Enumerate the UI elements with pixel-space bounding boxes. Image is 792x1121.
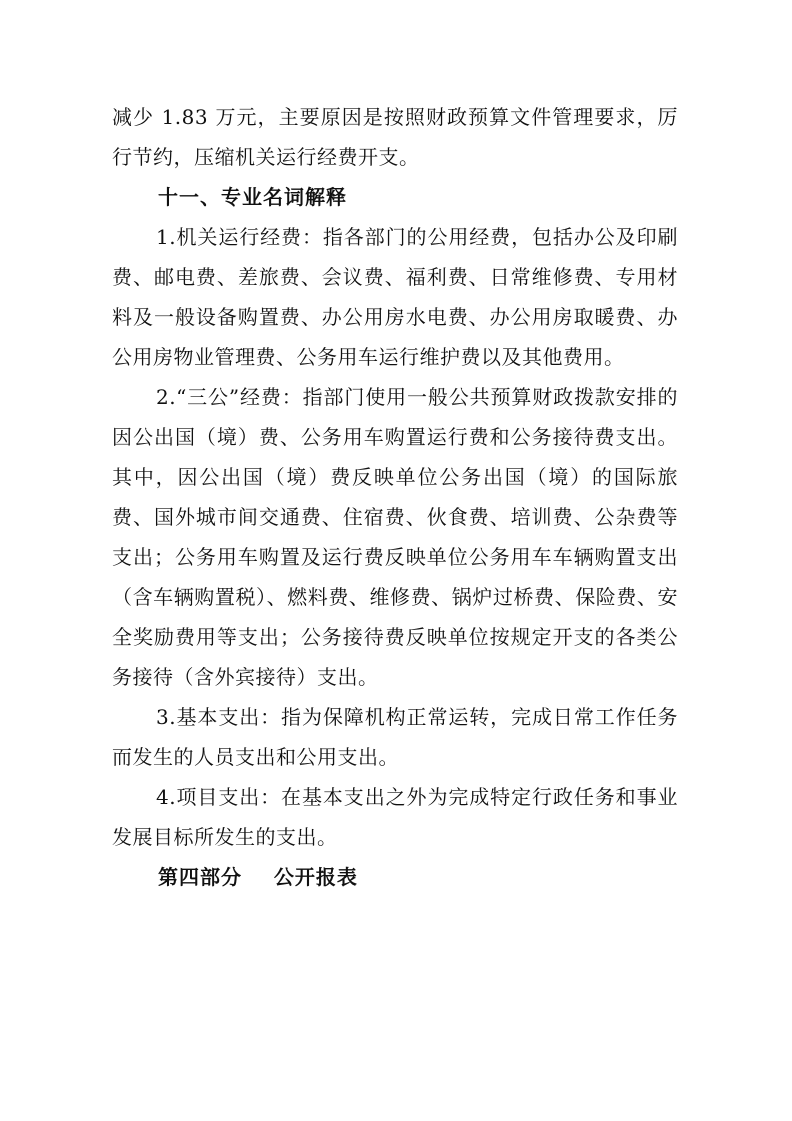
term-item-3: 3.基本支出：指为保障机构正常运转，完成日常工作任务而发生的人员支出和公用支出。 xyxy=(112,705,678,769)
part-heading: 第四部分 公开报表 xyxy=(158,865,358,889)
continuation-paragraph: 减少 1.83 万元，主要原因是按照财政预算文件管理要求，厉行节约，压缩机关运行经费开支。 xyxy=(112,105,678,169)
section-heading: 十一、专业名词解释 xyxy=(158,185,347,209)
term-item-2: 2.“三公”经费：指部门使用一般公共预算财政拨款安排的因公出国（境）费、公务用车购置运行费和公务接待费支出。其中，因公出国（境）费反映单位公务出国（境）的国际旅费、国外城市间交通费、住宿费、伙食费、培训费、公杂费等支出；公务用车购置及运行费反映单位公务用车车辆购置支出（含车辆购置税）、燃料费、维修费、锅炉过桥费、保险费、安全奖励费用等支出；公务接待费反映单位按规定开支的各类公务接待（含外宾接待）支出。 xyxy=(112,385,678,689)
term-item-1: 1.机关运行经费：指各部门的公用经费，包括办公及印刷费、邮电费、差旅费、会议费、福利费、日常维修费、专用材料及一般设备购置费、办公用房水电费、办公用房取暖费、办公用房物业管理费、公务用车运行维护费以及其他费用。 xyxy=(112,225,678,369)
term-item-4: 4.项目支出：在基本支出之外为完成特定行政任务和事业发展目标所发生的支出。 xyxy=(112,785,678,849)
